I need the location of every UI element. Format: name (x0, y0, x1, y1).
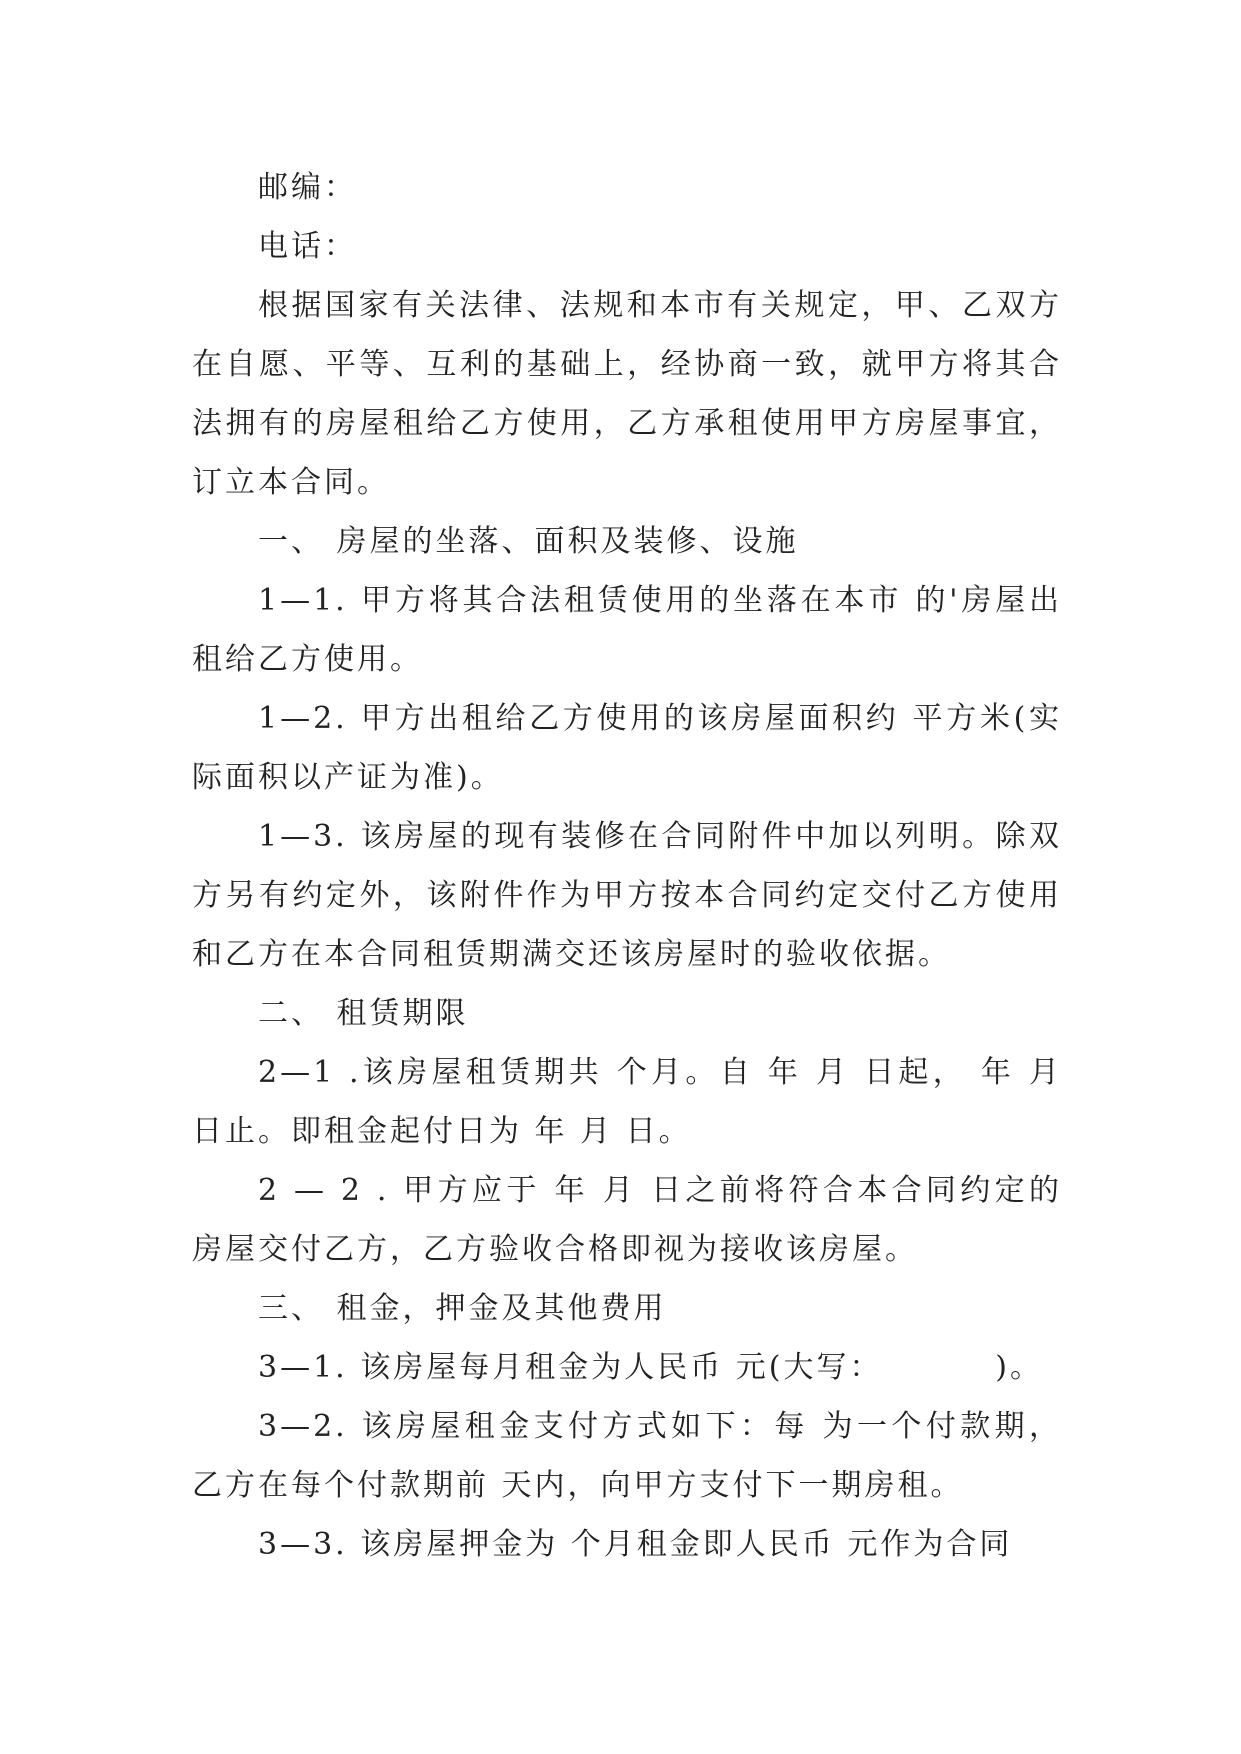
clause-3-2: 3—2. 该房屋租金支付方式如下：每 为一个付款期，乙方在每个付款期前 天内，向甲方支付下一期房租。 (192, 1409, 1062, 1503)
clause-2-2: 2 — 2 . 甲方应于 年 月 日之前将符合本合同约定的房屋交付乙方，乙方验收合格即视为接收该房屋。 (192, 1173, 1062, 1267)
section-3-heading: 三、 租金，押金及其他费用 (258, 1291, 667, 1326)
clause-1-3: 1—3. 该房屋的现有装修在合同附件中加以列明。除双方另有约定外，该附件作为甲方按本合同约定交付乙方使用和乙方在本合同租赁期满交还该房屋时的验收依据。 (192, 819, 1062, 972)
section-2-heading: 二、 租赁期限 (258, 996, 469, 1031)
clause-3-3: 3—3. 该房屋押金为 个月租金即人民币 元作为合同 (258, 1527, 1013, 1562)
preamble-paragraph: 根据国家有关法律、法规和本市有关规定，甲、乙双方在自愿、平等、互利的基础上，经协商一致，就甲方将其合法拥有的房屋租给乙方使用，乙方承租使用甲方房屋事宜，订立本合同。 (192, 288, 1062, 500)
clause-1-2: 1—2. 甲方出租给乙方使用的该房屋面积约 平方米(实际面积以产证为准)。 (192, 701, 1062, 795)
clause-2-1: 2—1 .该房屋租赁期共 个月。自 年 月 日起， 年 月 日止。即租金起付日为 年 月 日。 (192, 1055, 1075, 1149)
contract-body (192, 158, 1075, 1574)
clause-1-1: 1—1. 甲方将其合法租赁使用的坐落在本市 的'房屋出租给乙方使用。 (192, 583, 1062, 677)
postcode-line: 邮编： (258, 170, 357, 205)
phone-line: 电话： (258, 229, 357, 264)
section-1-heading: 一、 房屋的坐落、面积及装修、设施 (258, 524, 799, 559)
clause-3-1: 3—1. 该房屋每月租金为人民币 元(大写： )。 (258, 1350, 1044, 1385)
